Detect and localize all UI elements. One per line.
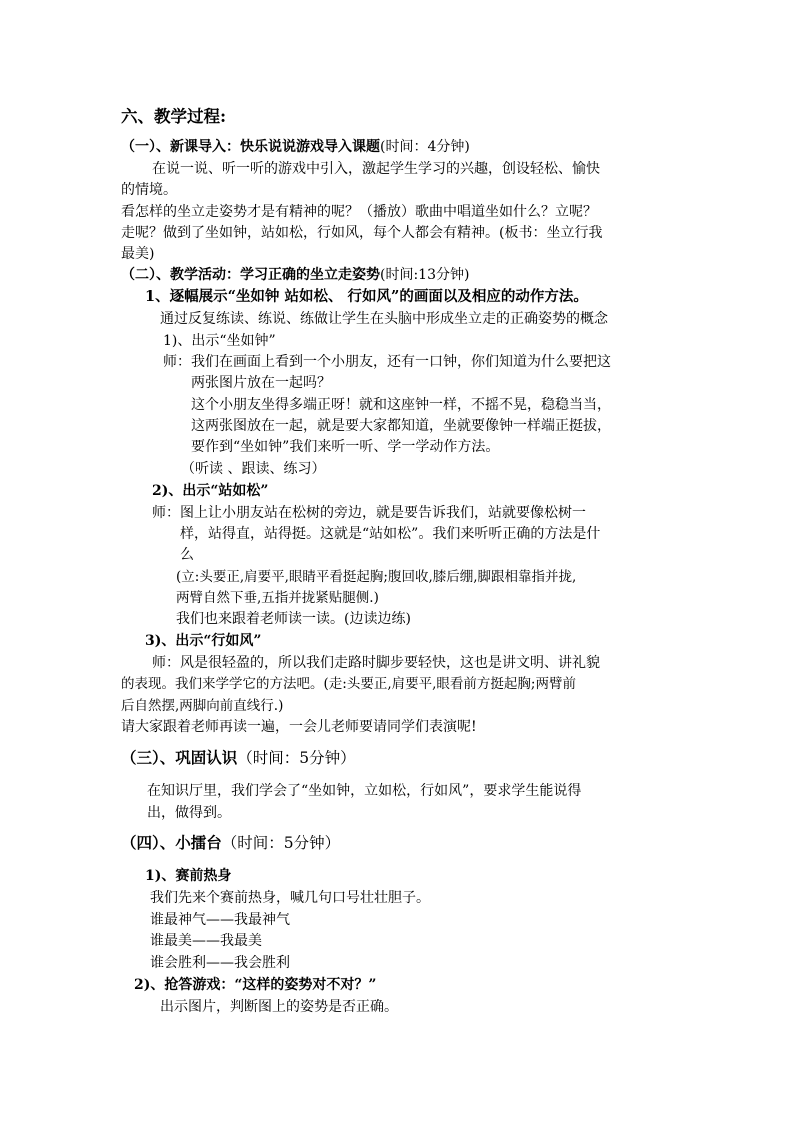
section-3-time: （时间：5分钟） [237, 749, 356, 767]
paragraph-line: 两臂自然下垂,五指并拢紧贴腿侧.) [176, 590, 379, 606]
paragraph-line: 看怎样的坐立走姿势才是有精神的呢？（播放）歌曲中唱道坐如什么？立呢？ [121, 204, 597, 220]
section-4-title [121, 834, 340, 852]
sub-4-2-title: 2)、抢答游戏：“这样的姿势对不对？” [134, 977, 377, 993]
sub-2-title: 2)、出示“站如松” [152, 483, 269, 499]
paragraph-line: 谁最美——我最美 [150, 933, 262, 949]
paragraph-line: 师：风是很轻盈的，所以我们走路时脚步要轻快，这也是讲文明、讲礼貌 [152, 655, 600, 671]
paragraph-line: 谁会胜利——我会胜利 [150, 955, 290, 971]
paragraph-line: 通过反复练读、练说、练做让学生在头脑中形成坐立走的正确姿势的概念 [160, 311, 608, 327]
paragraph-line: 么 [180, 547, 194, 563]
item-1-title: 1、逐幅展示“坐如钟 站如松、 行如风”的画面以及相应的动作方法。 [145, 288, 588, 305]
sub-4-1-title: 1)、赛前热身 [145, 868, 232, 884]
paragraph-line: 两张图片放在一起吗？ [191, 375, 331, 391]
sub-1-title: 1)、出示“坐如钟” [163, 333, 276, 349]
section-3-title-text: （三）、巩固认识 [121, 748, 238, 767]
section-2-title [121, 266, 469, 284]
paragraph-line: 要作到“坐如钟”我们来听一听、学一学动作方法。 [191, 439, 500, 455]
paragraph-line: 后自然摆,两脚向前直线行.) [121, 698, 284, 714]
section-2-title-text: （二）、教学活动：学习正确的坐立走姿势 [121, 267, 380, 283]
section-2-time: (时间:13分钟) [380, 267, 470, 283]
paragraph-line: 这两张图放在一起，就是要大家都知道，坐就要像钟一样端正挺拔， [191, 418, 611, 434]
section-1-title [121, 138, 470, 156]
paragraph-line: 走呢？做到了坐如钟，站如松，行如风，每个人都会有精神。(板书：坐立行我 [121, 225, 603, 241]
section-4-title-text: （四）、小擂台 [121, 833, 222, 852]
paragraph-line: 的表现。我们来学学它的方法吧。(走:头要正,肩要平,眼看前方挺起胸;两臂前 [121, 676, 576, 692]
paragraph-line: 样，站得直，站得挺。这就是“站如松”。我们来听听正确的方法是什 [180, 526, 601, 542]
paragraph-line: 在说一说、听一听的游戏中引入，激起学生学习的兴趣，创设轻松、愉快 [152, 161, 600, 177]
section-1-time: (时间：4分钟) [380, 139, 470, 155]
section-heading: 六、教学过程: [121, 107, 227, 126]
paragraph-line: 我们也来跟着老师读一读。(边读边练) [176, 611, 411, 627]
paragraph-line: 师：我们在画面上看到一个小朋友，还有一口钟，你们知道为什么要把这 [163, 354, 611, 370]
paragraph-line: 最美) [121, 246, 155, 262]
paragraph-line: (立:头要正,肩要平,眼睛平看挺起胸;腹回收,膝后绷,脚跟相靠指并拢, [176, 569, 577, 585]
paragraph-line: 请大家跟着老师再读一遍，一会儿老师要请同学们表演呢! [121, 719, 477, 735]
paragraph-line: 这个小朋友坐得多端正呀！就和这座钟一样，不摇不晃，稳稳当当， [191, 397, 611, 413]
section-4-time: （时间：5分钟） [221, 834, 341, 852]
section-1-title-text: （一）、新课导入：快乐说说游戏导入课题 [121, 139, 380, 155]
paragraph-line: 的情境。 [121, 182, 177, 198]
paragraph-line: （听读 、跟读、练习） [181, 461, 326, 477]
paragraph-line: 我们先来个赛前热身，喊几句口号壮壮胆子。 [150, 890, 430, 906]
sub-3-title: 3)、出示“行如风” [145, 633, 262, 649]
paragraph-line: 出示图片，判断图上的姿势是否正确。 [160, 999, 398, 1015]
paragraph-line: 谁最神气——我最神气 [150, 912, 290, 928]
paragraph-line: 出，做得到。 [147, 805, 231, 821]
paragraph-line: 师：图上让小朋友站在松树的旁边，就是要告诉我们，站就要像松树一 [152, 505, 586, 521]
paragraph-line: 在知识厅里，我们学会了“坐如钟，立如松，行如风”，要求学生能说得 [147, 783, 582, 799]
section-3-title [121, 749, 356, 767]
